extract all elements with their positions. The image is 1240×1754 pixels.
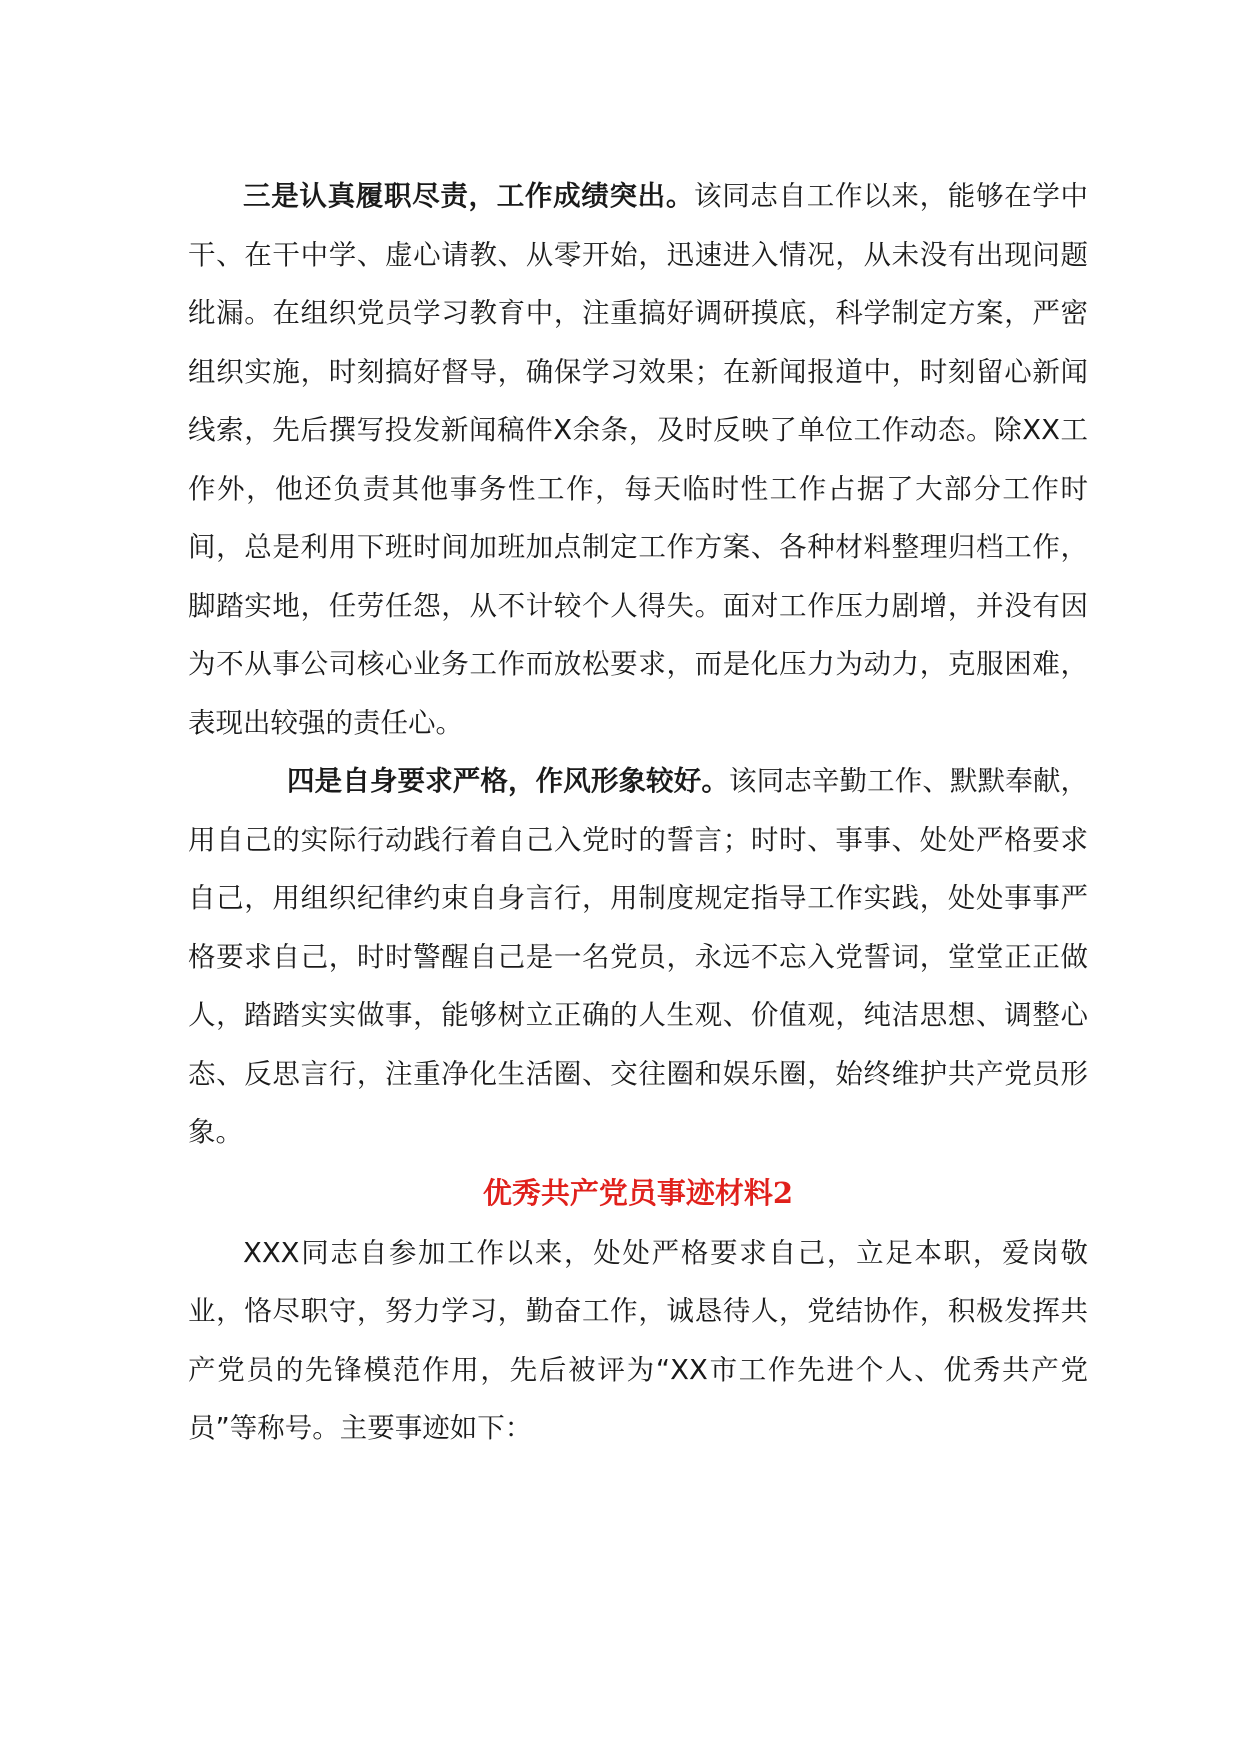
paragraph-intro: XXX同志自参加工作以来，处处严格要求自己，立足本职，爱岗敬业，恪尽职守，努力学习，勤奋工作，诚恳待人，党结协作，积极发挥共产党员的先锋模范作用，先后被评为“XX市工作先进个人、优秀共产党员”等称号。主要事迹如下： xyxy=(188,1236,1088,1444)
paragraph-text: 该同志辛勤工作、默默奉献，用自己的实际行动践行着自己入党时的誓言；时时、事事、处处严格要求自己，用组织纪律约束自身言行，用制度规定指导工作实践，处处事事严格要求自己，时时警醒自己是一名党员，永远不忘入党誓词，堂堂正正做人，踏踏实实做事，能够树立正确的人生观、价值观，纯洁思想、调整心态、反思言行，注重净化生活圈、交往圈和娱乐圈，始终维护共产党员形象。 xyxy=(188,765,1088,1148)
section-title: 优秀共产党员事迹材料2 xyxy=(482,1175,794,1210)
paragraph-self-discipline xyxy=(188,752,1088,1162)
paragraph-lead: 四是自身要求严格，作风形象较好。 xyxy=(287,765,729,797)
paragraph-text: 该同志自工作以来，能够在学中干、在干中学、虚心请教、从零开始，迅速进入情况，从未没有出现问题纰漏。在组织党员学习教育中，注重搞好调研摸底，科学制定方案，严密组织实施，时刻搞好督导，确保学习效果；在新闻报道中，时刻留心新闻线索，先后撰写投发新闻稿件X余条，及时反映了单位工作动态。除XX工作外，他还负责其他事务性工作，每天临时性工作占据了大部分工作时间，总是利用下班时间加班加点制定工作方案、各种材料整理归档工作，脚踏实地，任劳任怨，从不计较个人得失。面对工作压力剧增，并没有因为不从事公司核心业务工作而放松要求，而是化压力为动力，克服困难，表现出较强的责任心。 xyxy=(188,180,1089,739)
paragraph-responsibility xyxy=(188,167,1088,752)
paragraph-lead: 三是认真履职尽责，工作成绩突出。 xyxy=(243,180,695,212)
document-body xyxy=(188,167,1088,1458)
